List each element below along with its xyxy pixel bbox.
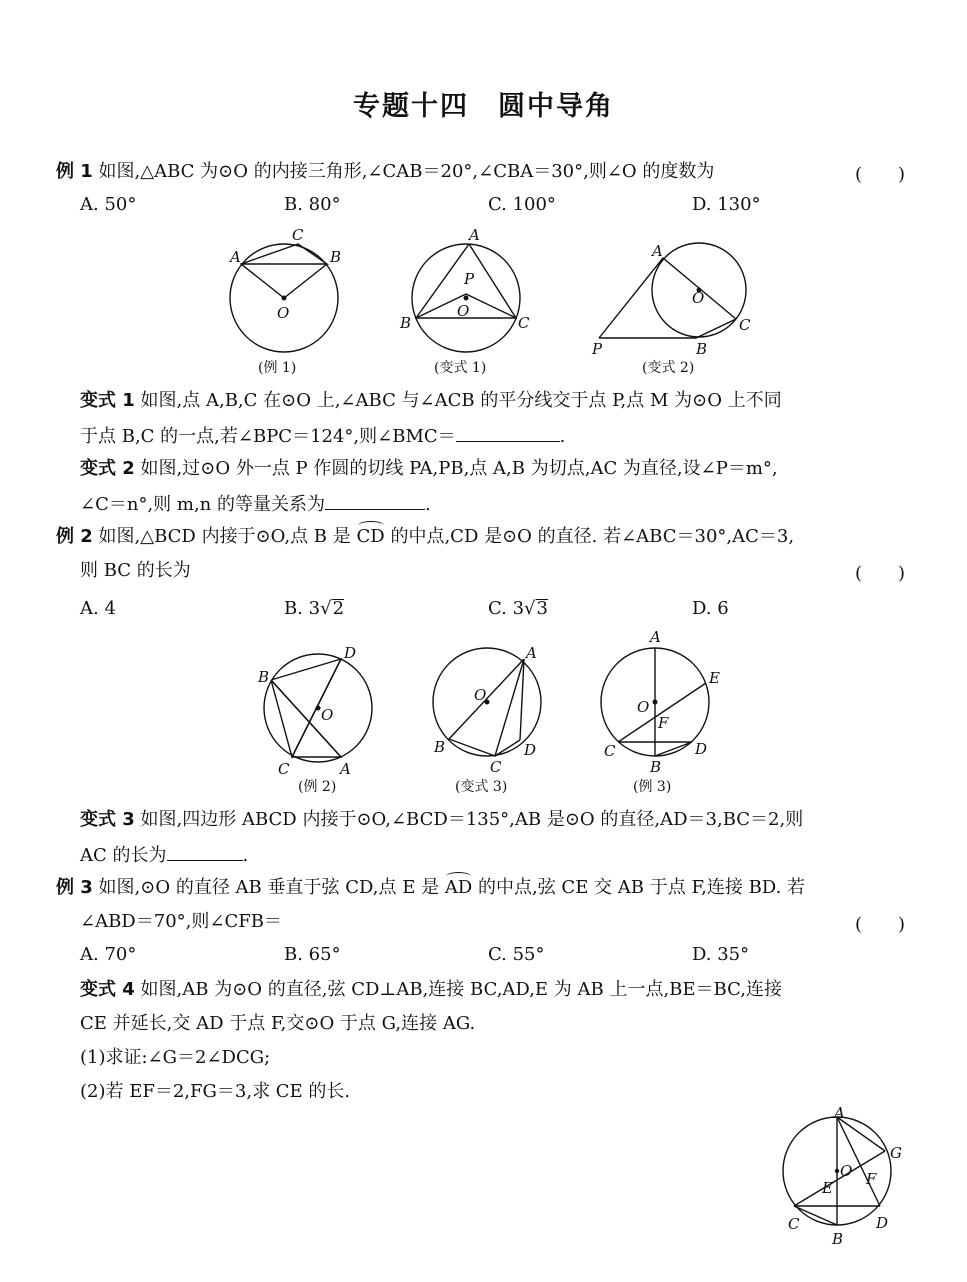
option-c-coef: C. 3 <box>488 598 525 619</box>
variant-4-question-1: (1)求证:∠G＝2∠DCG; <box>80 1047 271 1068</box>
label-f: F <box>866 1170 877 1188</box>
label-a: A <box>340 760 351 778</box>
example-2-option-c: C. 3√3 <box>488 598 548 619</box>
label-p: P <box>592 340 603 358</box>
label-o: O <box>692 289 705 307</box>
example-2-option-d: D. 6 <box>692 598 729 619</box>
example-3-text-a: 如图,⊙O 的直径 AB 垂直于弦 CD,点 E 是 <box>98 877 440 898</box>
label-b: B <box>258 668 270 686</box>
label-g: G <box>890 1144 902 1162</box>
example-2-answer-paren: ( ) <box>854 563 905 584</box>
example-1-answer-paren: ( ) <box>854 164 905 185</box>
example-3-line-2: ∠ABD＝70°,则∠CFB＝ <box>80 911 282 932</box>
label-d: D <box>876 1214 889 1232</box>
example-2-text-a: 如图,△BCD 内接于⊙O,点 B 是 <box>98 526 351 547</box>
label-o: O <box>277 304 290 322</box>
example-1-option-c: C. 100° <box>488 194 556 215</box>
example-3-label: 例 3 <box>56 877 93 898</box>
example-1-option-a: A. 50° <box>80 194 137 215</box>
label-b: B <box>434 738 446 756</box>
variant-4-question-2: (2)若 EF＝2,FG＝3,求 CE 的长. <box>80 1081 351 1102</box>
period: . <box>559 426 566 447</box>
caption-example-1: (例 1) <box>258 360 297 376</box>
variant-2-text-1: 如图,过⊙O 外一点 P 作圆的切线 PA,PB,点 A,B 为切点,AC 为直径,设∠P＝m°, <box>140 458 778 479</box>
variant-4-text-1: 如图,AB 为⊙O 的直径,弦 CD⊥AB,连接 BC,AD,E 为 AB 上一点,BE＝BC,连接 <box>140 979 782 1000</box>
example-1-option-d: D. 130° <box>692 194 761 215</box>
example-3-option-a: A. 70° <box>80 944 137 965</box>
caption-variant-3: (变式 3) <box>455 779 508 795</box>
label-b: B <box>400 314 412 332</box>
label-o: O <box>457 302 470 320</box>
variant-2-label: 变式 2 <box>80 458 135 479</box>
variant-3-label: 变式 3 <box>80 809 135 830</box>
label-a: A <box>652 242 663 260</box>
example-2-option-b: B. 3√2 <box>284 598 345 619</box>
caption-variant-1: (变式 1) <box>434 360 487 376</box>
label-a: A <box>834 1104 845 1122</box>
label-c: C <box>739 316 751 334</box>
caption-variant-2: (变式 2) <box>642 360 695 376</box>
label-c: C <box>604 742 616 760</box>
variant-3-text-2: AC 的长为 <box>80 845 167 866</box>
label-b: B <box>832 1230 844 1248</box>
caption-example-3: (例 3) <box>633 779 672 795</box>
arc-ad: AD <box>444 877 473 898</box>
label-b: B <box>696 340 708 358</box>
label-c: C <box>490 758 502 776</box>
label-e: E <box>822 1179 833 1197</box>
variant-1-text-2: 于点 B,C 的一点,若∠BPC＝124°,则∠BMC＝ <box>80 426 456 447</box>
label-e: E <box>709 669 720 687</box>
variant-1-text-1: 如图,点 A,B,C 在⊙O 上,∠ABC 与∠ACB 的平分线交于点 P,点 M 为⊙O 上不同 <box>140 390 782 411</box>
label-p: P <box>464 270 475 288</box>
example-3-option-b: B. 65° <box>284 944 341 965</box>
option-c-radicand: 3 <box>536 598 548 619</box>
chord-bc <box>794 1206 837 1225</box>
example-1-option-b: B. 80° <box>284 194 341 215</box>
arc-cd: CD <box>356 526 385 547</box>
example-3-text-b: 的中点,弦 CE 交 AB 于点 F,连接 BD. 若 <box>477 877 806 898</box>
example-2-line-2: 则 BC 的长为 <box>80 560 191 581</box>
example-3-answer-paren: ( ) <box>854 914 905 935</box>
label-o: O <box>474 686 487 704</box>
example-3-option-c: C. 55° <box>488 944 545 965</box>
label-c: C <box>278 760 290 778</box>
label-o: O <box>637 698 650 716</box>
center-dot <box>835 1169 839 1173</box>
label-b: B <box>330 248 342 266</box>
label-f: F <box>658 714 669 732</box>
option-b-radicand: 2 <box>332 598 345 619</box>
label-c: C <box>788 1215 800 1233</box>
option-b-coef: B. 3 <box>284 598 321 619</box>
example-2-label: 例 2 <box>56 526 93 547</box>
variant-1-label: 变式 1 <box>80 390 135 411</box>
example-1-label: 例 1 <box>56 161 93 182</box>
example-3-option-d: D. 35° <box>692 944 750 965</box>
example-1-text: 如图,△ABC 为⊙O 的内接三角形,∠CAB＝20°,∠CBA＝30°,则∠O 的度数为 <box>98 161 715 182</box>
label-o: O <box>840 1162 853 1180</box>
label-d: D <box>524 741 537 759</box>
variant-2-text-2: ∠C＝n°,则 m,n 的等量关系为 <box>80 494 325 515</box>
label-a: A <box>526 644 537 662</box>
variant-4-label: 变式 4 <box>80 979 135 1000</box>
caption-example-2: (例 2) <box>298 779 337 795</box>
label-a: A <box>469 226 480 244</box>
variant-3-text-1: 如图,四边形 ABCD 内接于⊙O,∠BCD＝135°,AB 是⊙O 的直径,AD＝3,BC＝2,则 <box>140 809 804 830</box>
variant-4-line-2: CE 并延长,交 AD 于点 F,交⊙O 于点 G,连接 AG. <box>80 1013 476 1034</box>
example-2-option-a: A. 4 <box>80 598 116 619</box>
label-d: D <box>344 644 357 662</box>
label-o: O <box>321 706 334 724</box>
label-c: C <box>518 314 530 332</box>
label-d: D <box>695 740 708 758</box>
label-a: A <box>230 248 241 266</box>
page-title: 专题十四 圆中导角 <box>353 91 614 122</box>
period: . <box>242 845 249 866</box>
example-2-text-b: 的中点,CD 是⊙O 的直径. 若∠ABC＝30°,AC＝3, <box>390 526 795 547</box>
label-c: C <box>292 226 304 244</box>
label-a: A <box>650 628 661 646</box>
label-b: B <box>650 758 662 776</box>
period: . <box>425 494 431 515</box>
